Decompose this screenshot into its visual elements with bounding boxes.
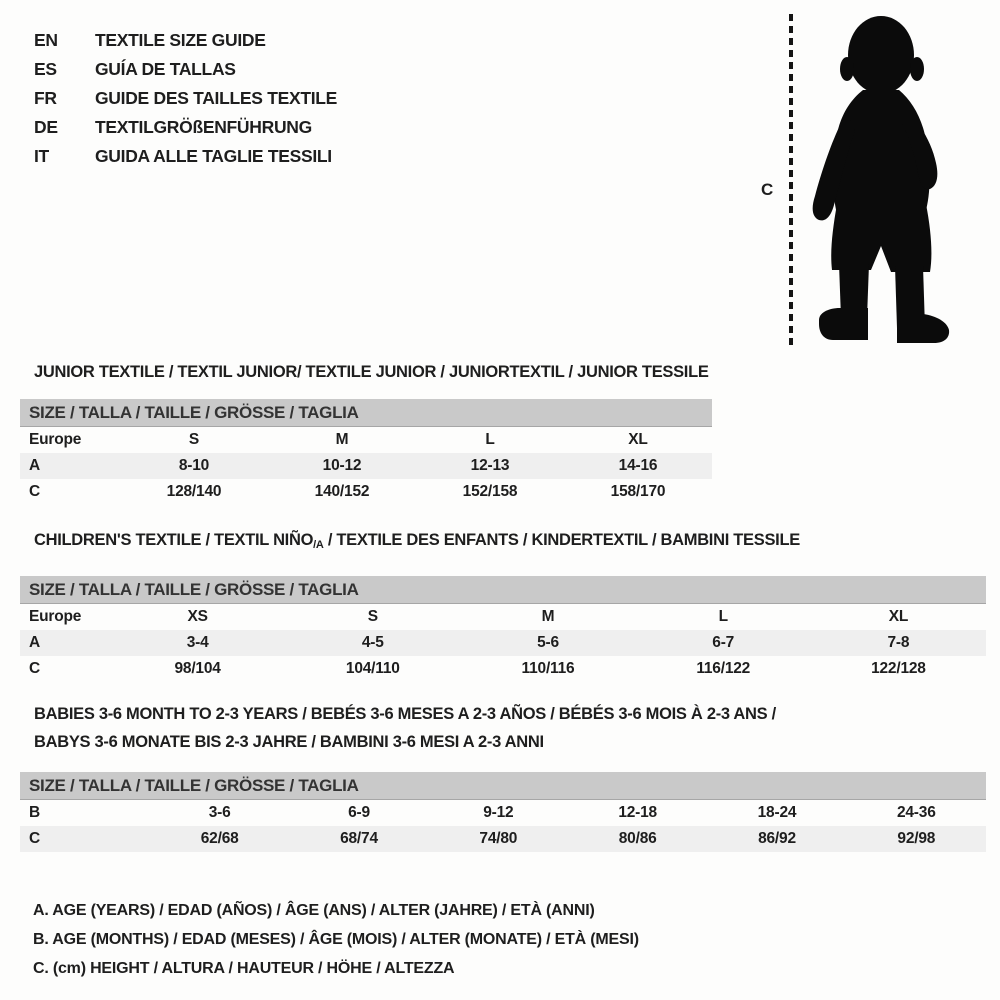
table-row: [20, 427, 712, 453]
height-dotted-line: [789, 14, 793, 345]
size-cell: M: [541, 608, 555, 625]
size-cell: 86/92: [758, 830, 796, 847]
size-cell: 98/104: [174, 660, 221, 677]
size-cell: 80/86: [618, 830, 657, 847]
language-row-fr: [34, 84, 337, 113]
size-cell: 5-6: [537, 634, 559, 651]
size-cell: 104/110: [345, 660, 400, 677]
language-code: ES: [34, 59, 57, 79]
guide-title-it: GUIDA ALLE TAGLIE TESSILI: [95, 146, 332, 166]
section-title-children: [34, 531, 800, 551]
guide-title-es: GUÍA DE TALLAS: [95, 59, 236, 79]
legend-notes: [33, 896, 639, 983]
table-row: [20, 826, 986, 852]
size-cell: XL: [628, 431, 648, 448]
section-title-babies-line1: BABIES 3-6 MONTH TO 2-3 YEARS / BEBÉS 3-6 MESES A 2-3 AÑOS / BÉBÉS 3-6 MOIS À 2-3 ANS /: [34, 705, 776, 723]
size-cell: 3-4: [186, 634, 209, 651]
junior-size-table: [20, 399, 712, 505]
row-label: C: [29, 660, 40, 677]
guide-title-fr: GUIDE DES TAILLES TEXTILE: [95, 88, 338, 108]
size-cell: 158/170: [610, 483, 666, 500]
size-cell: 68/74: [340, 830, 378, 847]
size-cell: 14-16: [618, 457, 658, 474]
size-cell: L: [485, 431, 495, 448]
size-cell: 110/116: [521, 660, 575, 677]
size-cell: 6-7: [712, 634, 735, 651]
row-label: A: [29, 457, 40, 474]
size-cell: M: [335, 431, 349, 448]
size-cell: 92/98: [897, 830, 936, 847]
language-row-it: [34, 142, 337, 171]
size-cell: XS: [187, 608, 208, 625]
size-cell: 8-10: [178, 457, 210, 474]
size-cell: 12-13: [470, 457, 510, 474]
language-row-de: [34, 113, 337, 142]
size-cell: 116/122: [696, 660, 751, 677]
row-label: B: [29, 804, 40, 821]
table-row: [20, 453, 712, 479]
language-list: [34, 26, 337, 171]
size-cell: 7-8: [887, 634, 910, 651]
table-row: [20, 630, 986, 656]
note-age-years: A. AGE (YEARS) / EDAD (AÑOS) / ÂGE (ANS) / ALTER (JAHRE) / ETÀ (ANNI): [33, 902, 595, 919]
babies-size-table: [20, 772, 986, 852]
row-label: Europe: [29, 431, 82, 448]
language-code: DE: [34, 117, 58, 137]
row-label: Europe: [29, 608, 82, 625]
row-label: A: [29, 634, 40, 651]
table-header-bar: SIZE / TALLA / TAILLE / GRÖSSE / TAGLIA: [20, 772, 986, 800]
table-row: [20, 800, 986, 826]
language-code: IT: [34, 146, 49, 166]
language-code: FR: [34, 88, 57, 108]
note-age-months: B. AGE (MONTHS) / EDAD (MESES) / ÂGE (MOIS) / ALTER (MONATE) / ETÀ (MESI): [33, 931, 639, 948]
size-cell: S: [188, 431, 200, 448]
language-row-en: [34, 26, 337, 55]
size-cell: 152/158: [462, 483, 518, 500]
section-title-children-post: / TEXTILE DES ENFANTS / KINDERTEXTIL / BAMBINI TESSILE: [323, 531, 800, 549]
size-cell: 74/80: [479, 830, 518, 847]
height-measure-label: C: [761, 180, 774, 199]
size-cell: 122/128: [871, 660, 926, 677]
table-row: [20, 604, 986, 630]
section-title-junior: JUNIOR TEXTILE / TEXTIL JUNIOR/ TEXTILE JUNIOR / JUNIORTEXTIL / JUNIOR TESSILE: [34, 363, 709, 381]
size-cell: 24-36: [896, 804, 936, 821]
size-cell: 140/152: [314, 483, 370, 500]
size-cell: 6-9: [348, 804, 370, 821]
size-cell: XL: [888, 608, 909, 625]
table-header-bar: SIZE / TALLA / TAILLE / GRÖSSE / TAGLIA: [20, 399, 712, 427]
size-cell: 128/140: [166, 483, 222, 500]
child-silhouette-icon: [801, 8, 957, 348]
section-title-babies-line2: BABYS 3-6 MONATE BIS 2-3 JAHRE / BAMBINI 3-6 MESI A 2-3 ANNI: [34, 733, 544, 751]
size-cell: 10-12: [322, 457, 362, 474]
guide-title-de: TEXTILGRÖßENFÜHRUNG: [95, 117, 312, 137]
language-row-es: [34, 55, 337, 84]
size-cell: 3-6: [208, 804, 231, 821]
size-cell: 9-12: [483, 804, 514, 821]
children-size-table: [20, 576, 986, 682]
table-header-bar: SIZE / TALLA / TAILLE / GRÖSSE / TAGLIA: [20, 576, 986, 604]
size-cell: L: [718, 608, 728, 625]
row-label: C: [29, 483, 40, 500]
size-cell: 18-24: [757, 804, 797, 821]
table-row: [20, 479, 712, 505]
guide-title-en: TEXTILE SIZE GUIDE: [95, 30, 266, 50]
size-cell: 62/68: [200, 830, 239, 847]
size-cell: 4-5: [361, 634, 384, 651]
table-row: [20, 656, 986, 682]
section-title-children-sub: /A: [313, 539, 324, 551]
section-title-children-pre: CHILDREN'S TEXTILE / TEXTIL NIÑO: [34, 531, 314, 549]
size-cell: 12-18: [618, 804, 657, 821]
row-label: C: [29, 830, 40, 847]
note-height-cm: C. (cm) HEIGHT / ALTURA / HAUTEUR / HÖHE / ALTEZZA: [33, 960, 455, 977]
size-cell: S: [367, 608, 378, 625]
language-code: EN: [34, 30, 58, 50]
